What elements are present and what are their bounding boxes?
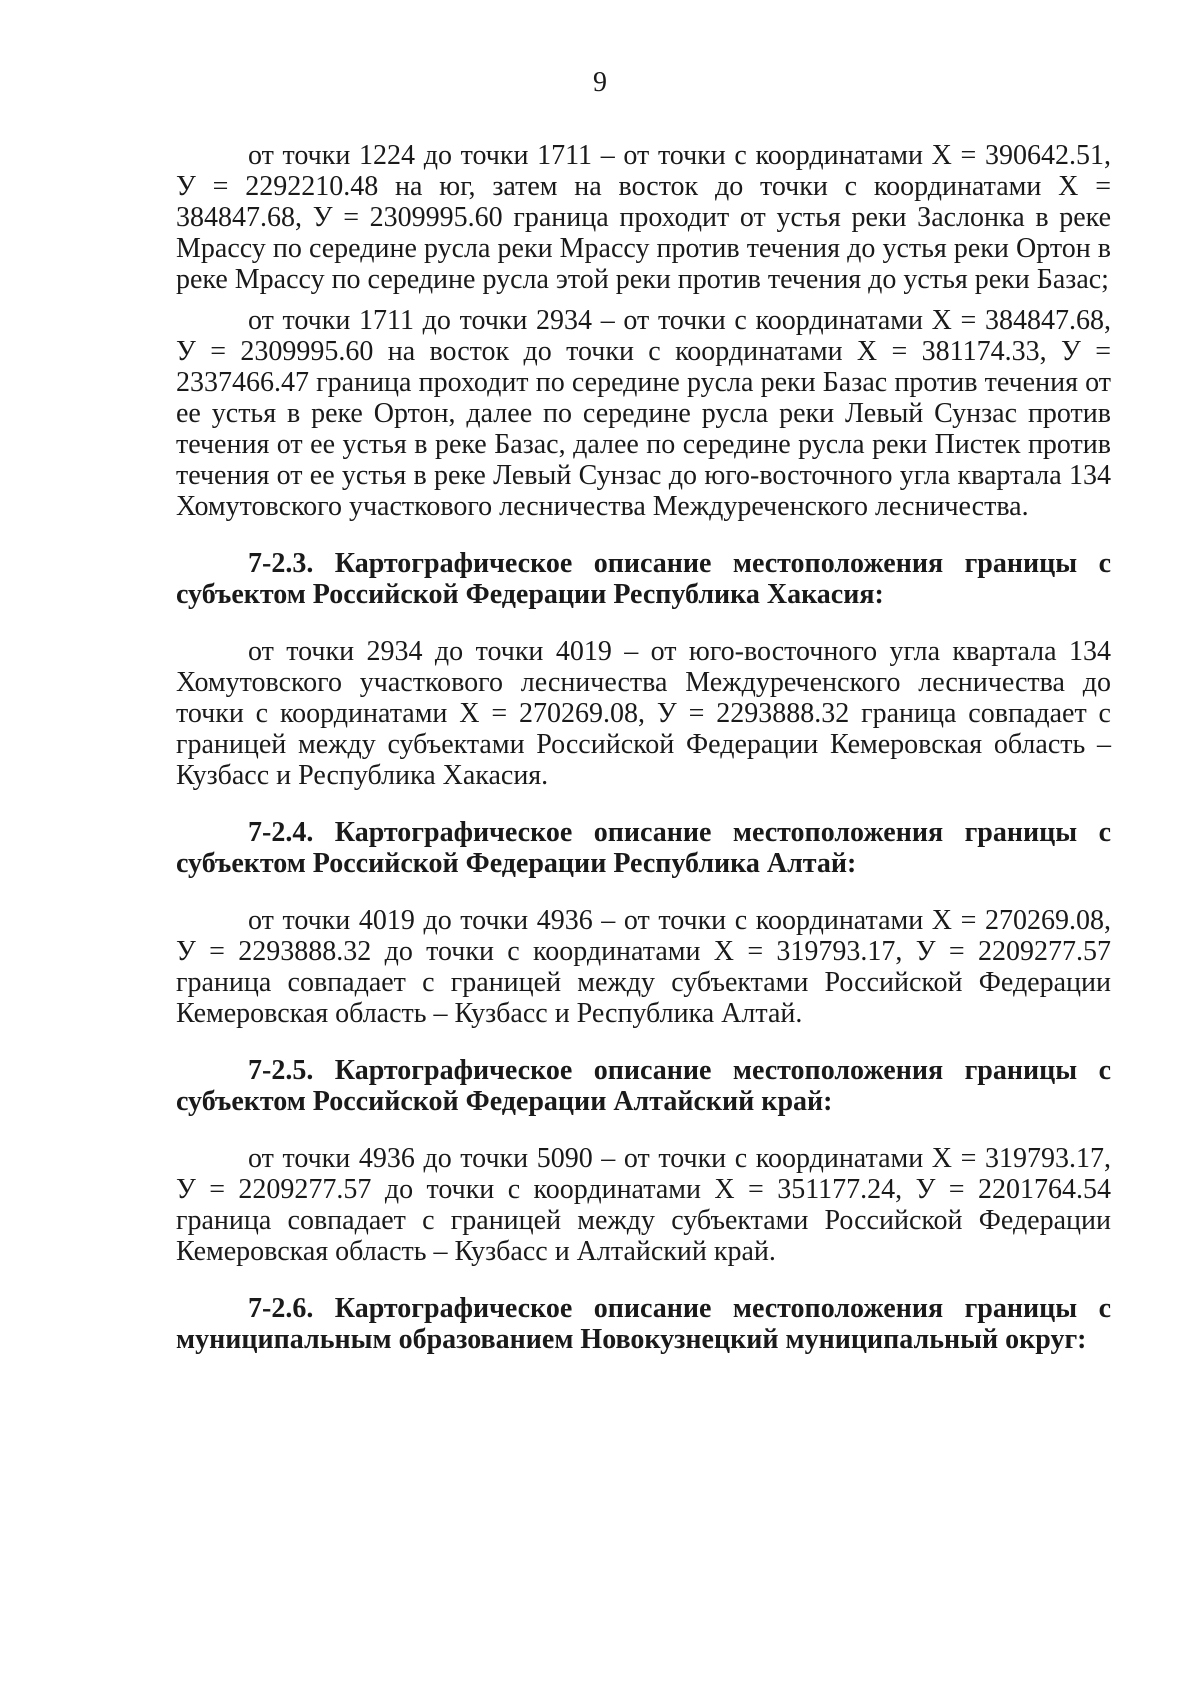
- paragraph-2934-4019: от точки 2934 до точки 4019 – от юго-восточного угла квартала 134 Хомутовского участкового лесничества Междуреченского лесничества до точки с координатами Х = 270269.08, У = 2293888.32 граница совпадает с границей между субъектами Российской Федерации Кемеровская область – Кузбасс и Республика Хакасия.: [176, 636, 1111, 791]
- page-number: 9: [593, 67, 607, 98]
- paragraph-4936-5090: от точки 4936 до точки 5090 – от точки с координатами Х = 319793.17, У = 2209277.57 до точки с координатами Х = 351177.24, У = 2201764.54 граница совпадает с границей между субъектами Российской Федерации Кемеровская область – Кузбасс и Алтайский край.: [176, 1143, 1111, 1267]
- section-heading-7-2-3: 7-2.3. Картографическое описание местоположения границы с субъектом Российской Федерации Республика Хакасия:: [176, 548, 1111, 610]
- paragraph-1224-1711: от точки 1224 до точки 1711 – от точки с координатами Х = 390642.51, У = 2292210.48 на юг, затем на восток до точки с координатами Х = 384847.68, У = 2309995.60 граница проходит от устья реки Заслонка в реке Мрассу по середине русла реки Мрассу против течения до устья реки Ортон в реке Мрассу по середине русла этой реки против течения до устья реки Базас;: [176, 140, 1111, 295]
- section-heading-7-2-4: 7-2.4. Картографическое описание местоположения границы с субъектом Российской Федерации Республика Алтай:: [176, 817, 1111, 879]
- paragraph-4019-4936: от точки 4019 до точки 4936 – от точки с координатами Х = 270269.08, У = 2293888.32 до точки с координатами Х = 319793.17, У = 2209277.57 граница совпадает с границей между субъектами Российской Федерации Кемеровская область – Кузбасс и Республика Алтай.: [176, 905, 1111, 1029]
- document-body: [176, 140, 1111, 1355]
- section-heading-7-2-5: 7-2.5. Картографическое описание местоположения границы с субъектом Российской Федерации Алтайский край:: [176, 1055, 1111, 1117]
- paragraph-1711-2934: от точки 1711 до точки 2934 – от точки с координатами Х = 384847.68, У = 2309995.60 на восток до точки с координатами Х = 381174.33, У = 2337466.47 граница проходит по середине русла реки Базас против течения от ее устья в реке Ортон, далее по середине русла реки Левый Сунзас против течения от ее устья в реке Базас, далее по середине русла реки Пистек против течения от ее устья в реке Левый Сунзас до юго-восточного угла квартала 134 Хомутовского участкового лесничества Междуреченского лесничества.: [176, 305, 1111, 522]
- section-heading-7-2-6: 7-2.6. Картографическое описание местоположения границы с муниципальным образованием Новокузнецкий муниципальный округ:: [176, 1293, 1111, 1355]
